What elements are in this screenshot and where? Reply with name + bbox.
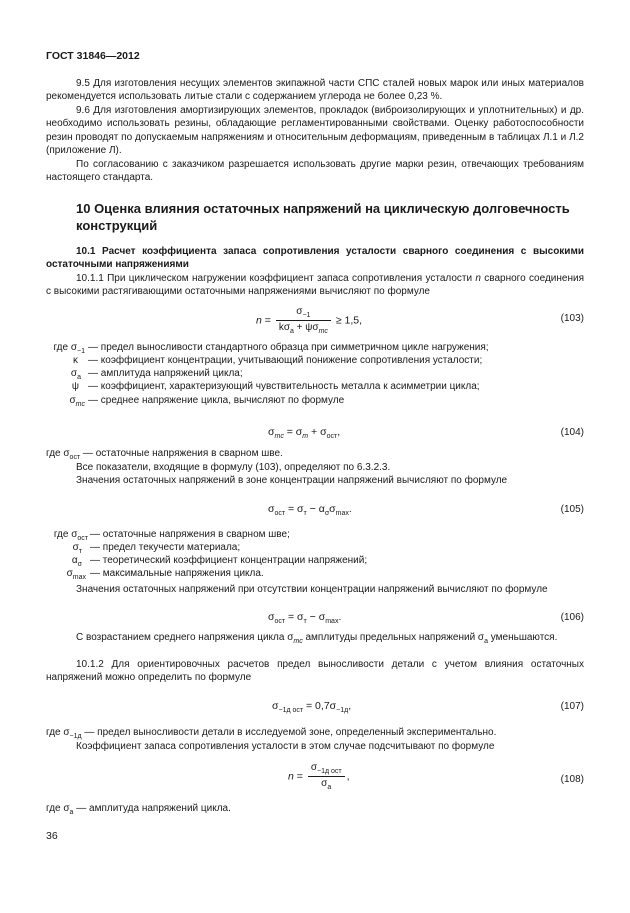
formula-number: (107) [560, 701, 584, 712]
def-symbol: κ [73, 355, 78, 366]
formula-fraction: $\frac{\sigma_{-1}}{k\sigma_a + \psi\sigma_{mc}}$ [276, 306, 331, 335]
paragraph-coefficient: Коэффициент запаса сопротивления усталости в этом случае подсчитывают по формуле [76, 741, 495, 752]
paragraph-increase: С возрастанием среднего напряжения цикла $\sigma_{mc}$ амплитуды предельных напряжений $\sigma_a$ уменьшаются. [76, 632, 558, 645]
paragraph-agreement: По согласованию с заказчиком разрешается использовать другие марки резин, отвечающих требованиям настоящего стандарта. [46, 159, 584, 184]
formula-106: $\sigma_{ост} = \sigma_т - \sigma_{max}$. (106) [268, 611, 584, 626]
paragraph-9-6: 9.6 Для изготовления амортизирующих элементов, прокладок (виброизолирующих и уплотнительных) и др. необходимо использовать резины, обладающие регламентированными свойствами. Оценку работоспособности резин проводят по допускаемым напряжениям и относительным деформациям, приведенным в таблицах Л.1 и Л.2 (приложение Л). [46, 105, 584, 156]
section-10-heading: 10 Оценка влияния остаточных напряжений на циклическую долговечность конструкций [76, 201, 570, 233]
def-symbol: ψ [71, 381, 79, 392]
def-text: — теоретический коэффициент концентрации напряжений; [90, 555, 368, 566]
formula-105: $\sigma_{ост} = \sigma_т - \alpha_\sigma\sigma_{max}$. (105) [268, 503, 584, 518]
def-symbol: $\alpha_\sigma$ [71, 555, 82, 568]
formula-number: (103) [560, 313, 584, 324]
definitions-103 [46, 341, 586, 411]
def-symbol: где $\sigma_{-1}$ [53, 342, 85, 355]
page-number: 36 [46, 830, 58, 842]
def-symbol: $\sigma_{mc}$ [69, 395, 85, 408]
definition-108: где $\sigma_a$ — амплитуда напряжений цикла. [46, 803, 231, 816]
paragraph-all-indicators: Все показатели, входящие в формулу (103), определяют по 6.3.2.3. [76, 462, 391, 473]
def-text: — предел выносливости стандартного образца при симметричном цикле нагружения; [88, 342, 489, 353]
definitions-105 [46, 528, 586, 584]
subsection-10-1-title: 10.1 Расчет коэффициента запаса сопротивления усталости сварного соединения с высокими остаточными напряжениями [46, 246, 584, 271]
formula-number: (108) [560, 774, 584, 785]
document-header: ГОСТ 31846—2012 [46, 50, 140, 62]
formula-number: (104) [560, 427, 584, 438]
paragraph-10-1-1: 10.1.1 При циклическом нагружении коэффициент запаса сопротивления усталости n сварного соединения с высокими растягивающими остаточными напряжениями вычисляют по формуле [46, 273, 584, 298]
definition-107: где $\sigma_{-1д}$ — предел выносливости детали в исследуемой зоне, определенный экспериментально. [46, 727, 497, 740]
def-symbol: $\sigma_т$ [72, 542, 82, 555]
def-text: — амплитуда напряжений цикла; [88, 368, 243, 379]
formula-108: n = $\frac{\sigma_{-1д ост}}{\sigma_a}$ , (108) [288, 762, 584, 791]
def-text: — максимальные напряжения цикла. [90, 568, 264, 579]
formula-lhs: n [256, 314, 262, 327]
def-symbol: где $\sigma_{ост}$ [53, 529, 88, 542]
formula-103: n = $\frac{\sigma_{-1}}{k\sigma_a + \psi\sigma_{mc}}$ ≥ 1,5, (103) [256, 306, 584, 335]
def-text: — предел текучести материала; [90, 542, 241, 553]
formula-number: (106) [560, 612, 584, 623]
paragraph-10-1-2: 10.1.2 Для ориентировочных расчетов предел выносливости детали с учетом влияния остаточных напряжений можно определить по формуле [46, 659, 584, 684]
formula-107: $\sigma_{-1д ост} = 0,7\sigma_{-1д}$, (107) [272, 700, 584, 715]
formula-lhs: n [288, 770, 294, 783]
def-symbol: $\sigma_a$ [70, 368, 81, 381]
paragraph-9-5: 9.5 Для изготовления несущих элементов экипажной части СПС сталей новых марок или иных материалов рекомендуется использовать литые стали с содержанием углерода не более 0,23 %. [46, 78, 584, 103]
def-text: — коэффициент, характеризующий чувствительность металла к асимметрии цикла; [88, 381, 480, 392]
paragraph-values-no-concentration: Значения остаточных напряжений при отсутствии концентрации напряжений вычисляют по формуле [76, 584, 548, 595]
def-text: — коэффициент концентрации, учитывающий понижение сопротивления усталости; [88, 355, 483, 366]
def-text: — среднее напряжение цикла, вычисляют по формуле [88, 395, 345, 406]
formula-fraction: $\frac{\sigma_{-1д ост}}{\sigma_a}$ [308, 762, 345, 791]
def-symbol: $\sigma_{max}$ [66, 568, 86, 581]
def-text: — остаточные напряжения в сварном шве; [90, 529, 290, 540]
formula-104: $\sigma_{mc} = \sigma_m + \sigma_{ост}$, (104) [268, 426, 584, 441]
definition-104: где $\sigma_{ост}$ — остаточные напряжения в сварном шве. [46, 448, 283, 461]
paragraph-values-concentration: Значения остаточных напряжений в зоне концентрации напряжений вычисляют по формуле [76, 475, 508, 486]
formula-number: (105) [560, 504, 584, 515]
